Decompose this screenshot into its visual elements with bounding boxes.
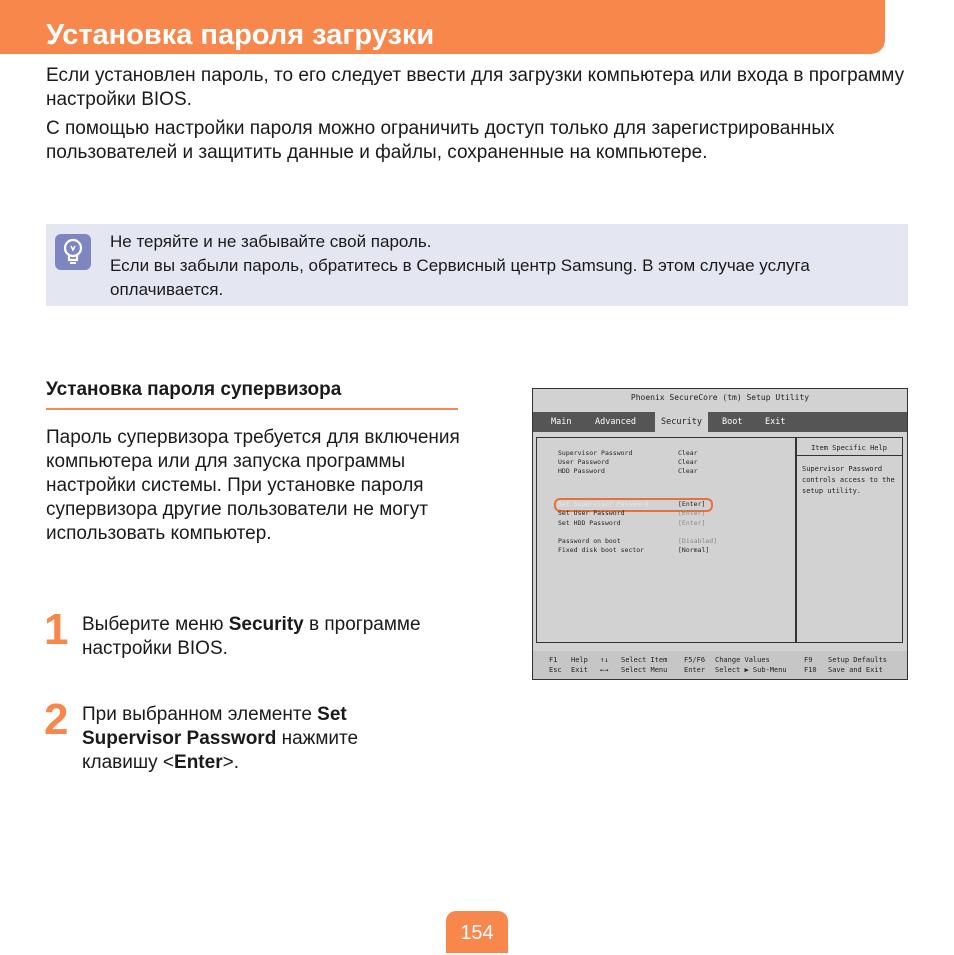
bios-row-label[interactable]: Password on boot [558,537,621,545]
bios-row-value: [Disabled] [678,537,718,545]
bios-row-label-selected[interactable]: Set Supervisor Password [558,500,649,508]
step-1-bold: Security [228,614,304,635]
footer-key: Esc [549,666,562,674]
bios-row-value-selected[interactable]: [Enter] [678,500,706,508]
step-2-pre: При выбранном элементе [82,704,318,725]
bios-row-value: Clear [678,467,698,475]
bios-row-label[interactable]: Fixed disk boot sector [558,546,645,554]
step-2-bold2: Enter [174,752,223,773]
section-heading: Установка пароля супервизора [46,379,458,410]
footer-desc: Select ▶ Sub-Menu [715,666,787,674]
bios-tab-security[interactable]: Security [655,412,708,432]
footer-desc: Exit [571,666,588,674]
bios-tab-exit[interactable]: Exit [765,417,786,427]
footer-key: F10 [804,666,817,674]
step-1-text [82,613,422,661]
bios-settings-panel [536,437,797,643]
footer-key: Enter [684,666,706,674]
bios-tab-advanced[interactable]: Advanced [595,417,636,427]
bios-row-value: [Normal] [678,546,710,554]
bios-help-panel [795,437,903,643]
bios-row-label[interactable]: Set User Password [558,509,625,517]
footer-desc: Save and Exit [828,666,883,674]
footer-key: F1 [549,656,558,664]
footer-key: ←→ [600,666,609,674]
bios-screenshot [532,388,908,680]
bios-row-label: HDD Password [558,467,605,475]
bios-row-value: Clear [678,458,698,466]
bios-footer [533,651,907,679]
tip-box [46,224,908,306]
title-bar [0,0,885,54]
intro-paragraph-1: Если установлен пароль, то его следует ввести для загрузки компьютера или входа в программу настройки BIOS. [46,65,905,110]
intro-paragraph-2: С помощью настройки пароля можно ограничить доступ только для зарегистрированных пользователей и защитить данные и файлы, сохраненные на компьютере. [46,118,835,163]
bios-row-label: User Password [558,458,609,466]
page-title: Установка пароля загрузки [46,19,435,51]
bios-tab-main[interactable]: Main [551,417,572,427]
section-body: Пароль супервизора требуется для включения компьютера или для запуска программы настройки системы. При установке пароля супервизора другие пользователи не могут использовать компьютер. [46,427,460,544]
bios-help-title: Item Specific Help [811,444,887,452]
bios-row-label[interactable]: Set HDD Password [558,519,621,527]
bios-row-value: [Enter] [678,509,706,517]
footer-key: F5/F6 [684,656,706,664]
tip-text [110,230,890,302]
footer-desc: Select Menu [621,666,668,674]
step-1-pre: Выберите меню [82,614,229,635]
lightbulb-icon [55,234,91,270]
bios-menu-bar [533,412,907,432]
step-2-mid: нажмите клавишу < [82,728,359,773]
step-2-post: >. [222,752,239,773]
footer-key: ↑↓ [600,656,609,664]
bios-row-value: Clear [678,449,698,457]
footer-key: F9 [804,656,813,664]
bios-tab-boot[interactable]: Boot [722,417,743,427]
step-2-bold: Set Supervisor Password [82,704,347,749]
step-1-post: в программе настройки BIOS. [82,614,421,659]
footer-desc: Change Values [715,656,770,664]
bios-row-value: [Enter] [678,519,706,527]
step-1-number: 1 [44,605,69,654]
divider [796,455,902,456]
bios-help-text: Supervisor Password controls access to the setup utility. [802,465,895,495]
tip-line-2: Если вы забыли пароль, обратитесь в Сервисный центр Samsung. В этом случае услуга оплачивается. [110,256,810,299]
intro-text [46,64,906,170]
footer-desc: Setup Defaults [828,656,888,664]
footer-desc: Help [571,656,588,664]
page-number: 154 [446,911,508,953]
step-2-text [82,703,422,775]
footer-desc: Select Item [621,656,668,664]
tip-line-1: Не теряйте и не забывайте свой пароль. [110,232,432,251]
bios-title: Phoenix SecureCore (tm) Setup Utility [630,393,810,402]
bios-row-label: Supervisor Password [558,449,633,457]
step-2-number: 2 [44,695,69,744]
